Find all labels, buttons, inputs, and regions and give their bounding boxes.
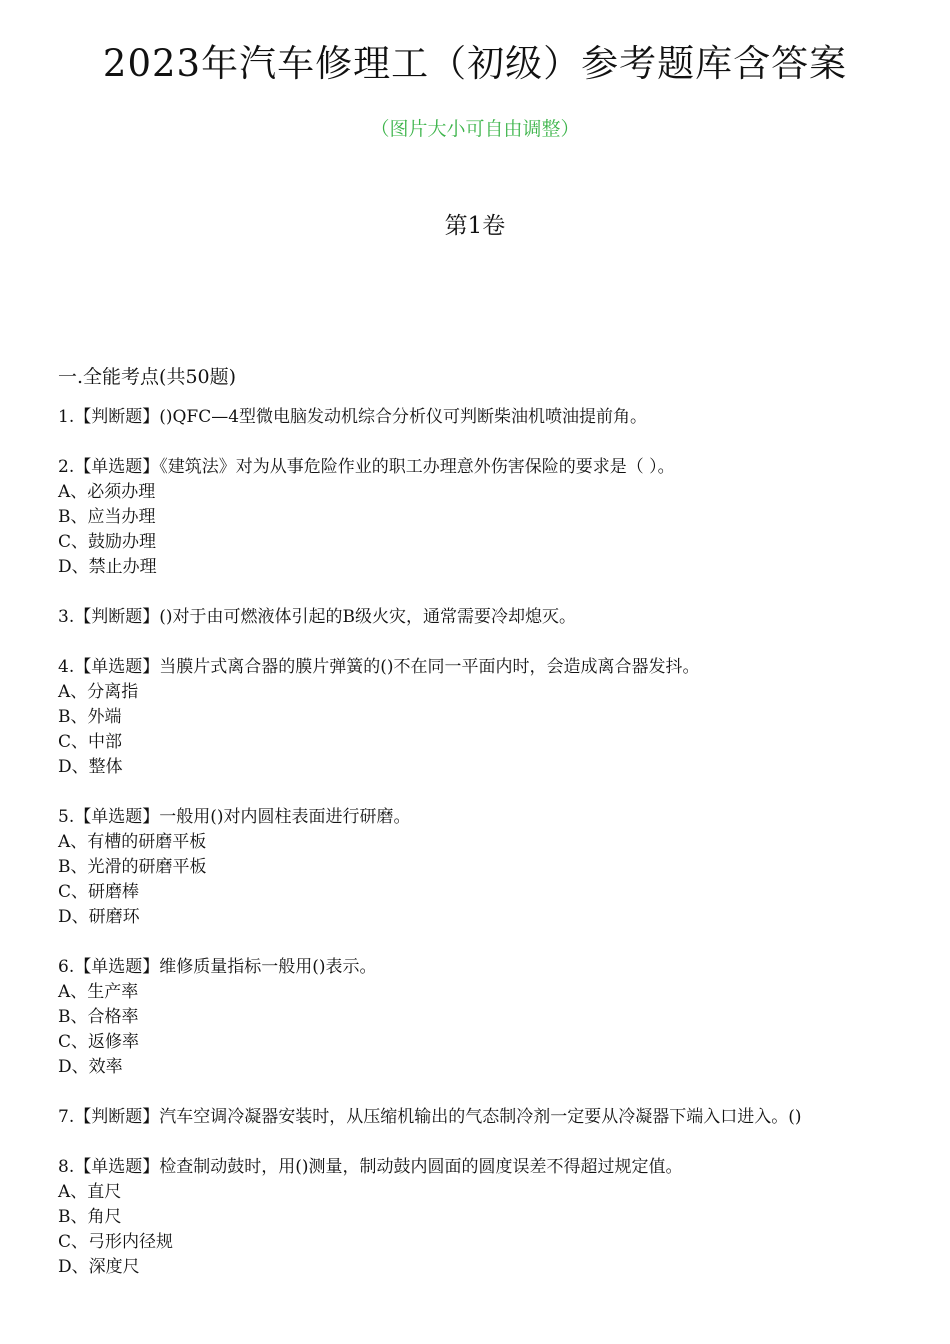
question-text: 汽车空调冷凝器安装时，从压缩机输出的气态制冷剂一定要从冷凝器下端入口进入。() <box>159 1107 802 1127</box>
question-type: 【单选题】 <box>74 807 160 827</box>
question-stem <box>58 605 938 630</box>
question-type: 【单选题】 <box>74 1157 160 1177</box>
answer-option: D、研磨环 <box>58 907 140 927</box>
question-item <box>58 805 938 930</box>
answer-option: C、鼓励办理 <box>58 532 157 552</box>
question-text: 一般用()对内圆柱表面进行研磨。 <box>159 807 411 827</box>
question-type: 【判断题】 <box>74 1107 160 1127</box>
question-text: 检查制动鼓时，用()测量，制动鼓内圆面的圆度误差不得超过规定值。 <box>159 1157 683 1177</box>
answer-option: D、整体 <box>58 757 123 777</box>
page-subtitle: （图片大小可自由调整） <box>370 118 580 140</box>
question-text: ()QFC—4型微电脑发动机综合分析仪可判断柴油机喷油提前角。 <box>159 407 648 427</box>
question-number: 8. <box>58 1157 75 1177</box>
answer-option: A、生产率 <box>58 982 139 1002</box>
answer-option: B、光滑的研磨平板 <box>58 857 207 877</box>
question-item <box>58 1155 938 1280</box>
answer-option: A、分离指 <box>58 682 139 702</box>
question-item <box>58 655 938 780</box>
question-text: 维修质量指标一般用()表示。 <box>159 957 377 977</box>
answer-option: A、必须办理 <box>58 482 156 502</box>
question-text: 《建筑法》对为从事危险作业的职工办理意外伤害保险的要求是（ ）。 <box>159 457 675 477</box>
question-number: 3. <box>58 607 75 627</box>
answer-option: C、弓形内径规 <box>58 1232 174 1252</box>
question-type: 【判断题】 <box>74 607 160 627</box>
question-text: ()对于由可燃液体引起的B级火灾，通常需要冷却熄灭。 <box>159 607 576 627</box>
question-item <box>58 405 938 430</box>
answer-option: A、有槽的研磨平板 <box>58 832 207 852</box>
question-list <box>58 405 938 1305</box>
question-type: 【单选题】 <box>74 457 160 477</box>
question-number: 7. <box>58 1107 75 1127</box>
question-number: 6. <box>58 957 75 977</box>
question-number: 1. <box>58 407 75 427</box>
question-item <box>58 455 938 580</box>
question-stem <box>58 805 938 830</box>
question-stem <box>58 455 938 480</box>
answer-option: C、研磨棒 <box>58 882 140 902</box>
page-title: 2023年汽车修理工（初级）参考题库含答案 <box>102 42 848 85</box>
question-type: 【判断题】 <box>74 407 160 427</box>
answer-option: B、合格率 <box>58 1007 139 1027</box>
question-item <box>58 1105 938 1130</box>
question-text: 当膜片式离合器的膜片弹簧的()不在同一平面内时，会造成离合器发抖。 <box>159 657 700 677</box>
answer-option: A、直尺 <box>58 1182 122 1202</box>
section-heading: 一.全能考点(共50题) <box>58 366 237 388</box>
question-item <box>58 605 938 630</box>
question-stem <box>58 405 938 430</box>
question-number: 4. <box>58 657 75 677</box>
question-stem <box>58 655 938 680</box>
answer-option: D、深度尺 <box>58 1257 140 1277</box>
question-type: 【单选题】 <box>74 957 160 977</box>
question-item <box>58 955 938 1080</box>
answer-option: B、应当办理 <box>58 507 156 527</box>
question-number: 2. <box>58 457 75 477</box>
answer-option: C、返修率 <box>58 1032 140 1052</box>
answer-option: B、角尺 <box>58 1207 122 1227</box>
question-type: 【单选题】 <box>74 657 160 677</box>
answer-option: D、禁止办理 <box>58 557 157 577</box>
answer-option: C、中部 <box>58 732 123 752</box>
question-stem <box>58 1155 938 1180</box>
answer-option: D、效率 <box>58 1057 123 1077</box>
volume-title: 第1卷 <box>444 213 506 239</box>
answer-option: B、外端 <box>58 707 122 727</box>
question-stem <box>58 955 938 980</box>
question-number: 5. <box>58 807 75 827</box>
question-stem <box>58 1105 938 1130</box>
